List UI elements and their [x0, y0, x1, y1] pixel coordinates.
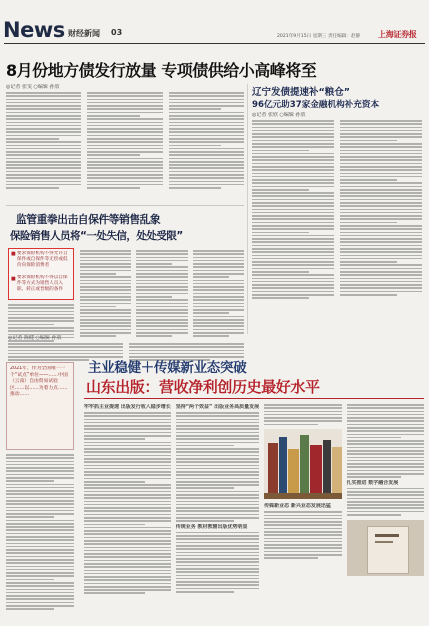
books-illustration: [264, 429, 341, 499]
sidebar-quote-text: 2021年，作为全国唯一一个“试点”单位——……中国（云南）自由贸易试验区……以……为着力点……推动……: [10, 366, 68, 398]
top-story-col-1: [6, 92, 81, 202]
column-divider-right: [247, 84, 248, 334]
feature-header-rule: [84, 398, 424, 399]
side-story-subhead: 96亿元助37家金融机构补充资本: [252, 100, 380, 110]
feature-col-1: [84, 404, 171, 622]
book-cover-photo: [347, 520, 424, 576]
regulation-headline-line1: 监管重拳出击自保件等销售乱象: [16, 213, 161, 226]
feature-headline-line1: 主业稳健＋传媒新业态突破: [88, 360, 247, 376]
masthead-divider: [4, 43, 425, 44]
feature-subhead-2: 坚持“两个效益” 出版业务高质量发展: [175, 404, 260, 410]
feature-headline-line2: 山东出版：营收净利创历史最好水平: [86, 378, 320, 396]
callout-bullet-icon: ■: [11, 251, 16, 257]
left-sidebar-box: [6, 362, 74, 450]
side-story-body: [252, 120, 422, 300]
side-story-headline: 辽宁发债提速补“粮仓”: [252, 87, 350, 98]
feature-col-4: [347, 404, 424, 622]
regulation-byline: ◎记者 陈健 ○编辑 孙放: [8, 335, 62, 341]
feature-subhead-5: 扎实推进 数字融合发展: [346, 479, 399, 486]
feature-subhead-1: 牢牢抓主业提速 出版发行收入稳步增长: [84, 404, 171, 410]
feature-subhead-4: 传媒新业态 新兴业态发展迅猛: [264, 503, 331, 510]
callout-bullet-icon-2: ■: [11, 276, 16, 282]
page-number: 03: [111, 28, 123, 37]
regulation-callout-box: [8, 248, 74, 300]
section-title-cn: 财经新闻: [68, 29, 100, 38]
regulation-headline-line2: 保险销售人员将“一处失信，处处受限”: [10, 230, 183, 242]
feature-subhead-3: 传统业务 教材教辅出版优势明显: [175, 523, 248, 530]
feature-col-2: [176, 404, 259, 622]
top-story-body: [6, 92, 244, 202]
dateline: 2021年9月15日 星期三 责任编辑：赵静: [277, 34, 361, 39]
side-story-byline: ◎记者 张欣 ○编辑 孙放: [252, 112, 306, 118]
feature-body: [84, 404, 424, 622]
top-story-col-2: [87, 92, 162, 202]
callout-bullet-2: 要求保险机构不得以自保件等方式为销售人员入职、转正或晋级的条件: [17, 275, 68, 292]
top-story-col-3: [169, 92, 244, 202]
side-story: [250, 84, 424, 334]
masthead: [0, 0, 429, 44]
callout-bullet-1: 要求保险机构不得允许自保件或自保件等无偿或低价向保险消费者: [17, 251, 68, 268]
section-title-en: News: [3, 18, 65, 42]
top-story-headline: 8月份地方债发行放量 专项债供给小高峰将至: [6, 61, 317, 80]
top-story-byline: ◎记者 张雯 ○编辑 孙放: [6, 84, 60, 90]
newspaper-brand: 上海证券报: [378, 30, 417, 39]
regulation-body: [80, 250, 244, 339]
section-rule: [6, 205, 244, 206]
sidebar-body: [6, 454, 74, 612]
feature-col-3: [264, 404, 341, 622]
